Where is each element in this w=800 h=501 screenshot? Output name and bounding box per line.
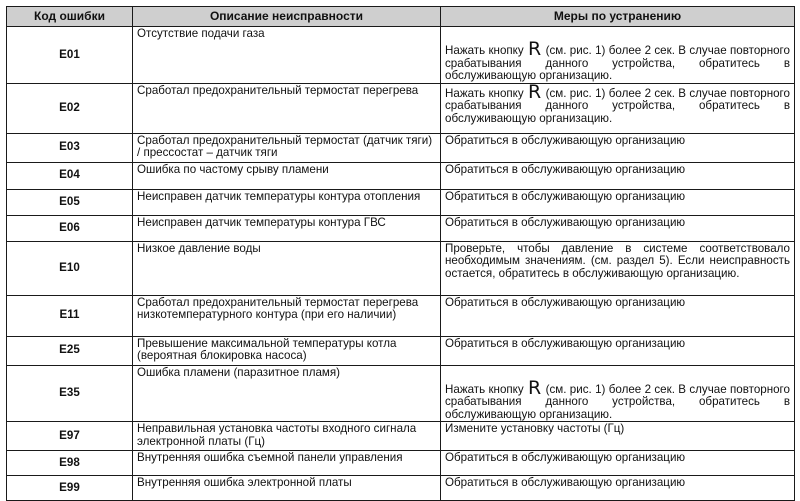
error-remedy: Обратиться в обслуживающую организацию — [441, 215, 795, 241]
remedy-text-after: (см. рис. 1) более 2 сек. В случае повторного срабатывания данного устройства, обратитесь в обслуживающую организацию. — [445, 382, 790, 421]
error-description: Ошибка пламени (паразитное пламя) — [133, 365, 441, 422]
error-description: Неисправен датчик температуры контура ГВС — [133, 215, 441, 241]
error-remedy — [441, 365, 795, 422]
table-row — [7, 241, 795, 295]
reset-button-icon: R — [528, 376, 542, 399]
remedy-text-after: (см. рис. 1) более 2 сек. В случае повторного срабатывания данного устройства, обратитесь в обслуживающую организацию. — [445, 86, 790, 125]
error-remedy: Обратиться в обслуживающую организацию — [441, 336, 795, 365]
error-codes-table — [6, 6, 795, 501]
error-code: E02 — [7, 83, 133, 133]
table-row — [7, 295, 795, 336]
header-code: Код ошибки — [7, 7, 133, 27]
error-remedy: Обратиться в обслуживающую организацию — [441, 189, 795, 215]
table-header-row — [7, 7, 795, 27]
remedy-text-after: (см. рис. 1) более 2 сек. В случае повторного срабатывания данного устройства, обратитесь в обслуживающую организацию. — [445, 44, 790, 82]
table-row — [7, 27, 795, 84]
error-description: Неправильная установка частоты входного сигнала электронной платы (Гц) — [133, 422, 441, 451]
error-code: E04 — [7, 162, 133, 189]
error-remedy: Обратиться в обслуживающую организацию — [441, 133, 795, 162]
error-remedy: Измените установку частоты (Гц) — [441, 422, 795, 451]
table-row — [7, 189, 795, 215]
header-remedy: Меры по устранению — [441, 7, 795, 27]
error-remedy: Обратиться в обслуживающую организацию — [441, 295, 795, 336]
reset-button-icon: R — [528, 38, 542, 60]
error-code: E25 — [7, 336, 133, 365]
error-description: Внутренняя ошибка электронной платы — [133, 476, 441, 501]
remedy-text-before: Нажать кнопку — [445, 382, 524, 396]
error-code: E97 — [7, 422, 133, 451]
error-remedy: Обратиться в обслуживающую организацию — [441, 451, 795, 476]
error-code: E03 — [7, 133, 133, 162]
error-code: E11 — [7, 295, 133, 336]
error-description: Ошибка по частому срыву пламени — [133, 162, 441, 189]
error-remedy: Обратиться в обслуживающую организацию — [441, 162, 795, 189]
error-description: Сработал предохранительный термостат перегрева — [133, 83, 441, 133]
error-remedy — [441, 27, 795, 84]
header-description: Описание неисправности — [133, 7, 441, 27]
error-description: Отсутствие подачи газа — [133, 27, 441, 84]
remedy-text-before: Нажать кнопку — [445, 44, 524, 57]
error-description: Сработал предохранительный термостат перегрева низкотемпературного контура (при его наличии) — [133, 295, 441, 336]
table-row — [7, 336, 795, 365]
table-row — [7, 476, 795, 501]
error-code: E99 — [7, 476, 133, 501]
error-code: E06 — [7, 215, 133, 241]
table-row — [7, 133, 795, 162]
error-description: Сработал предохранительный термостат (датчик тяги) / прессостат – датчик тяги — [133, 133, 441, 162]
table-row — [7, 83, 795, 133]
error-description: Превышение максимальной температуры котла (вероятная блокировка насоса) — [133, 336, 441, 365]
error-remedy — [441, 83, 795, 133]
error-remedy: Проверьте, чтобы давление в системе соответствовало необходимым значениям. (см. раздел 5). Если неисправность остается, обратитесь в обслуживающую организацию. — [441, 241, 795, 295]
error-code: E10 — [7, 241, 133, 295]
error-remedy: Обратиться в обслуживающую организацию — [441, 476, 795, 501]
error-description: Низкое давление воды — [133, 241, 441, 295]
table-row — [7, 365, 795, 422]
error-description: Внутренняя ошибка съемной панели управления — [133, 451, 441, 476]
error-code: E05 — [7, 189, 133, 215]
table-row — [7, 215, 795, 241]
error-code: E01 — [7, 27, 133, 84]
remedy-text-before: Нажать кнопку — [445, 86, 524, 100]
error-code: E98 — [7, 451, 133, 476]
table-row — [7, 451, 795, 476]
table-row — [7, 162, 795, 189]
reset-button-icon: R — [528, 83, 542, 103]
error-description: Неисправен датчик температуры контура отопления — [133, 189, 441, 215]
table-row — [7, 422, 795, 451]
error-code: E35 — [7, 365, 133, 422]
